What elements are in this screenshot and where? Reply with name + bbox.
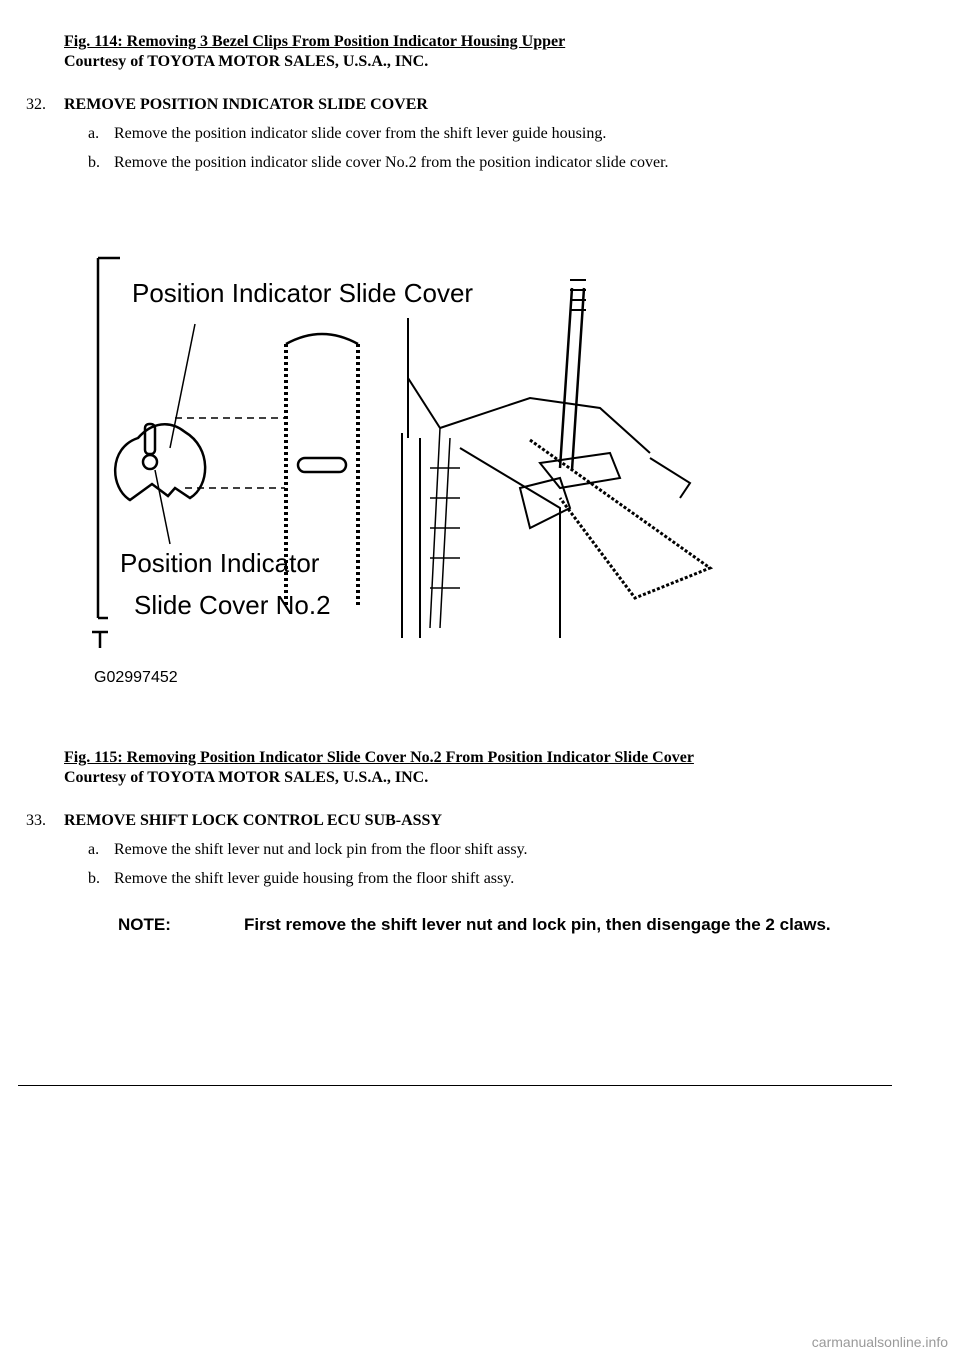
step32-item-b-text: Remove the position indicator slide cover No.2 from the position indicator slide cover. [114,154,669,171]
fig114-caption [64,32,565,72]
figure-code: G02997452 [94,669,178,686]
step33-number: 33. [26,812,46,829]
step32-item-a [88,125,606,143]
label-slide-cover-no2-line2: Slide Cover No.2 [134,590,331,620]
watermark[interactable]: carmanualsonline.info [811,1334,948,1350]
leader-bottom [155,470,170,544]
shift-lever-rod [560,288,584,470]
step32-title: REMOVE POSITION INDICATOR SLIDE COVER [64,96,428,113]
housing-ribs [430,468,460,588]
label-slide-cover-no2-line1: Position Indicator [120,548,320,578]
step32-number: 32. [26,96,46,113]
figure-illustration [90,248,730,694]
step33-item-a [88,841,528,859]
label-slide-cover: Position Indicator Slide Cover [132,278,474,308]
strip-slot [298,458,346,472]
step32-item-a-label: a. [88,125,100,142]
step33-item-a-text: Remove the shift lever nut and lock pin from the floor shift assy. [114,841,528,858]
step33-item-b [88,870,514,888]
step33-title: REMOVE SHIFT LOCK CONTROL ECU SUB-ASSY [64,812,442,829]
fig114-title: Fig. 114: Removing 3 Bezel Clips From Position Indicator Housing Upper [64,33,566,50]
fig115-caption [64,748,694,788]
slide-cover-no2-hole [143,455,157,469]
step32-item-b-label: b. [88,154,100,171]
step33-item-b-text: Remove the shift lever guide housing from the floor shift assy. [114,870,515,887]
frame-t-mark [92,632,108,648]
housing-left-walls [402,433,420,638]
housing-top [440,398,650,453]
step33-item-a-label: a. [88,841,100,858]
housing-window [540,453,620,488]
housing-edge [408,378,440,428]
diagram-svg [90,248,730,694]
strip-top-curve [286,334,358,344]
step32-item-a-text: Remove the position indicator slide cover from the shift lever guide housing. [114,125,607,142]
removed-slide-cover [530,440,710,598]
step33-item-b-label: b. [88,870,100,887]
note-label: NOTE: [118,915,171,934]
fig115-courtesy: Courtesy of TOYOTA MOTOR SALES, U.S.A., INC. [64,769,429,786]
housing-front [460,448,560,638]
step32-item-b [88,154,669,172]
note-text: First remove the shift lever nut and lock pin, then disengage the 2 claws. [244,915,831,934]
removed-cover-tab [650,458,690,498]
page-divider [18,1085,892,1086]
fig114-courtesy: Courtesy of TOYOTA MOTOR SALES, U.S.A., INC. [64,53,429,70]
fig115-title: Fig. 115: Removing Position Indicator Slide Cover No.2 From Position Indicator Slide Cover [64,749,694,766]
